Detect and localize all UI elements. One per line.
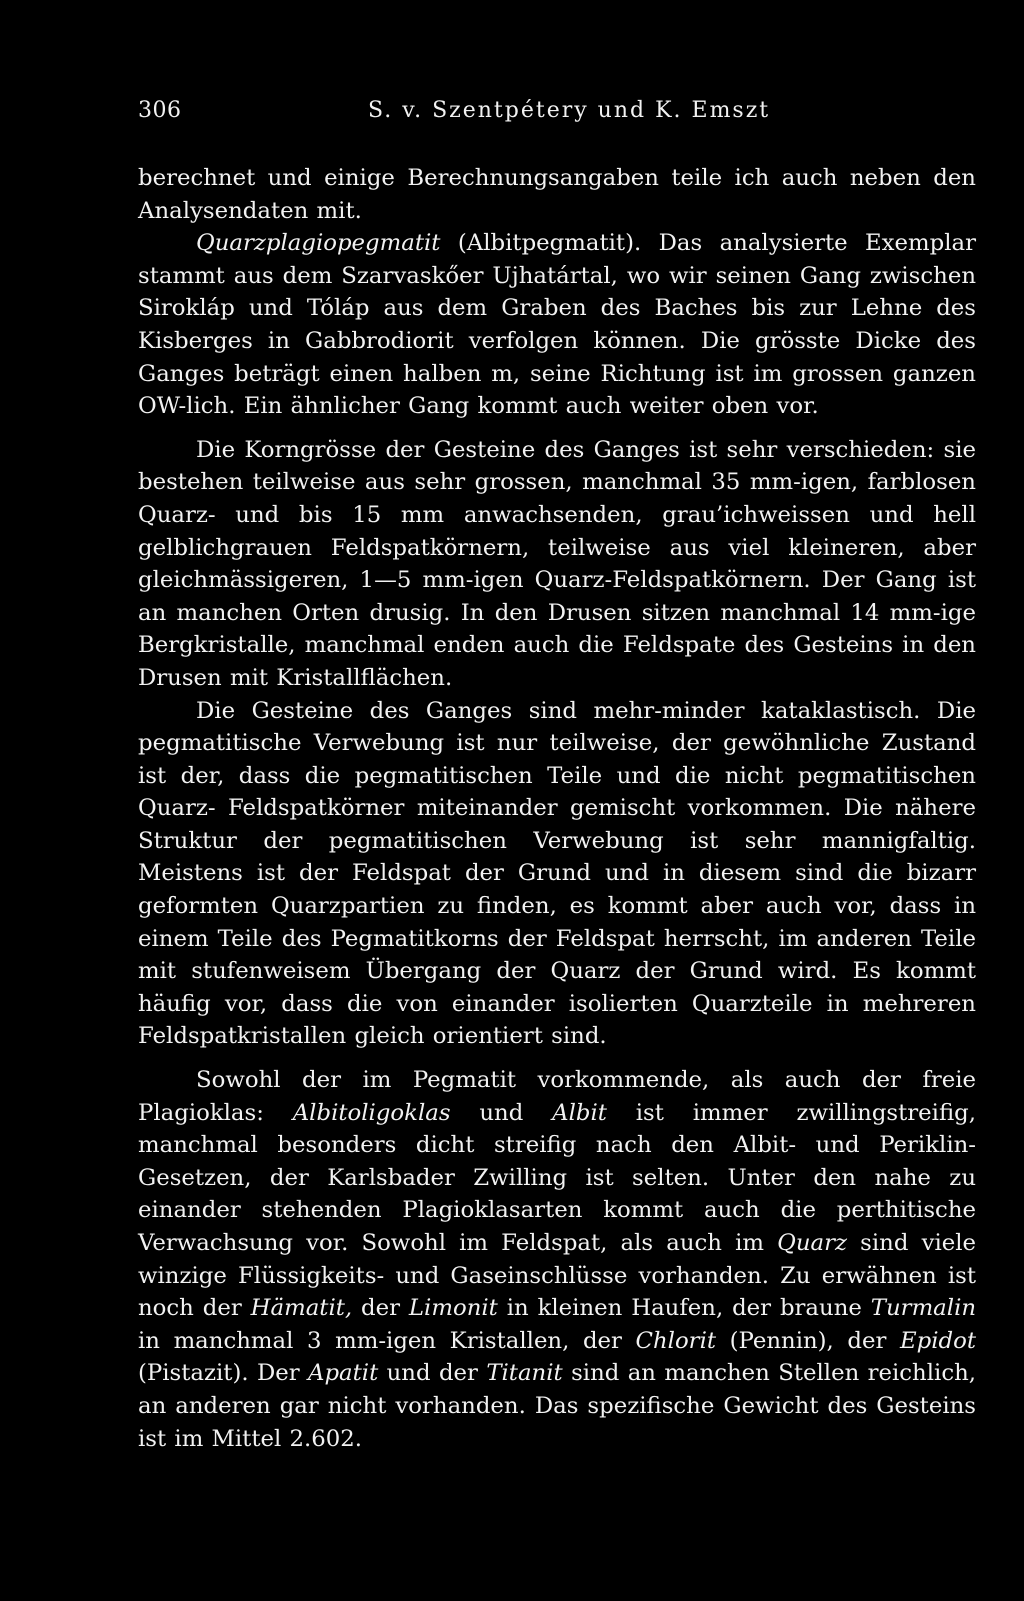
paragraph-4: Die Gesteine des Ganges sind mehr-minder kataklastisch. Die pegmatitische Verwebung ist nur teilweise, der gewöhnliche Zustand ist der, dass die pegmatitischen Teile und die nicht pegmatitischen Quarz- Feldspatkörner miteinander gemischt vorkommen. Die nähere Struktur der pegmatitischen Verwebung ist sehr mannigfaltig. Meistens ist der Feldspat der Grund und in diesem sind die bizarr geformten Quarzpartien zu finden, es kommt aber auch vor, dass in einem Teile des Pegmatitkorns der Feldspat herrscht, im anderen Teile mit stufenweisem Übergang der Quarz der Grund wird. Es kommt häufig vor, dass die von einander isolierten Quarzteile in mehreren Feldspatkristallen gleich orientiert sind.	[138, 697, 976, 1050]
p5-part-2: und	[479, 1099, 524, 1126]
p5-part-1: Sowohl der im Pegmatit vorkommende, als auch der freie Plagioklas:	[138, 1067, 976, 1126]
page-number: 306	[138, 98, 182, 123]
p5-part-7: in manchmal 3 mm-igen Kristallen, der	[138, 1327, 622, 1354]
page-header	[138, 98, 890, 128]
mineral-titanit: Titanit	[486, 1360, 563, 1387]
mineral-turmalin: Turmalin	[870, 1295, 977, 1322]
paragraph-1: berechnet und einige Berechnungsangaben teile ich auch neben den Analysendaten mit.	[138, 165, 976, 224]
mineral-limonit: Limonit	[408, 1295, 498, 1322]
mineral-albit: Albit	[552, 1099, 607, 1126]
mineral-apatit: Apatit	[307, 1360, 379, 1387]
mineral-quarz: Quarz	[777, 1230, 848, 1256]
p5-part-6: in kleinen Haufen, der braune	[506, 1295, 862, 1322]
mineral-chlorit: Chlorit	[635, 1327, 717, 1354]
article-body	[138, 162, 976, 1455]
mineral-haematit: Hämatit,	[250, 1295, 353, 1322]
p5-part-9: (Pistazit). Der	[138, 1360, 300, 1387]
paragraph-3: Die Korngrösse der Gesteine des Ganges ist sehr verschieden: sie bestehen teilweise aus sehr grossen, manchmal 35 mm-igen, farblosen Quarz- und bis 15 mm anwachsenden, grau’ichweissen und hell gelblichgrauen Feldspatkörnern, teilweise aus viel kleineren, aber gleichmässigeren, 1—5 mm-igen Quarz-Feldspatkörnern. Der Gang ist an manchen Orten drusig. In den Drusen sitzen manchmal 14 mm-ige Bergkristalle, manchmal enden auch die Feldspate des Gesteins in den Drusen mit Kristallflächen.	[138, 436, 976, 691]
p5-part-3: ist immer zwillingstreifig, manchmal besonders dicht streifig nach den Albit- und Periklin-Gesetzen, der Karlsbader Zwilling ist selten. Unter den nahe zu einander stehenden Plagioklasarten kommt auch die perthitische Verwachsung vor. Sowohl im Feldspat, als auch im	[138, 1099, 976, 1256]
paragraph-5	[138, 1064, 976, 1455]
rock-name-term: Quarzplagiopegmatit	[196, 230, 441, 257]
mineral-albitoligoklas: Albitoligoklas	[292, 1099, 451, 1126]
mineral-epidot: Epidot	[900, 1327, 977, 1354]
running-head: S. v. Szentpétery und K. Emszt	[368, 98, 771, 123]
p5-part-10: und der	[386, 1360, 478, 1387]
paragraph-2	[138, 227, 976, 423]
p5-part-5: der	[361, 1295, 401, 1322]
p5-part-8: (Pennin), der	[729, 1327, 887, 1354]
paragraph-2-text: (Albitpegmatit). Das analysierte Exemplar stammt aus dem Szarvaskőer Ujhatártal, wo wir seinen Gang zwischen Sirokláp und Tóláp aus dem Graben des Baches bis zur Lehne des Kisberges in Gabbrodiorit verfolgen können. Die grösste Dicke des Ganges beträgt einen halben m, seine Richtung ist im grossen ganzen OW-lich. Ein ähnlicher Gang kommt auch weiter oben vor.	[138, 230, 977, 420]
p5-part-11: sind an manchen Stellen reichlich, an anderen gar nicht vorhanden. Das spezifische Gewicht des Gesteins ist im Mittel 2.602.	[138, 1360, 977, 1452]
p5-part-4: sind viele winzige Flüssigkeits- und Gaseinschlüsse vorhanden. Zu erwähnen ist noch der	[138, 1230, 977, 1322]
